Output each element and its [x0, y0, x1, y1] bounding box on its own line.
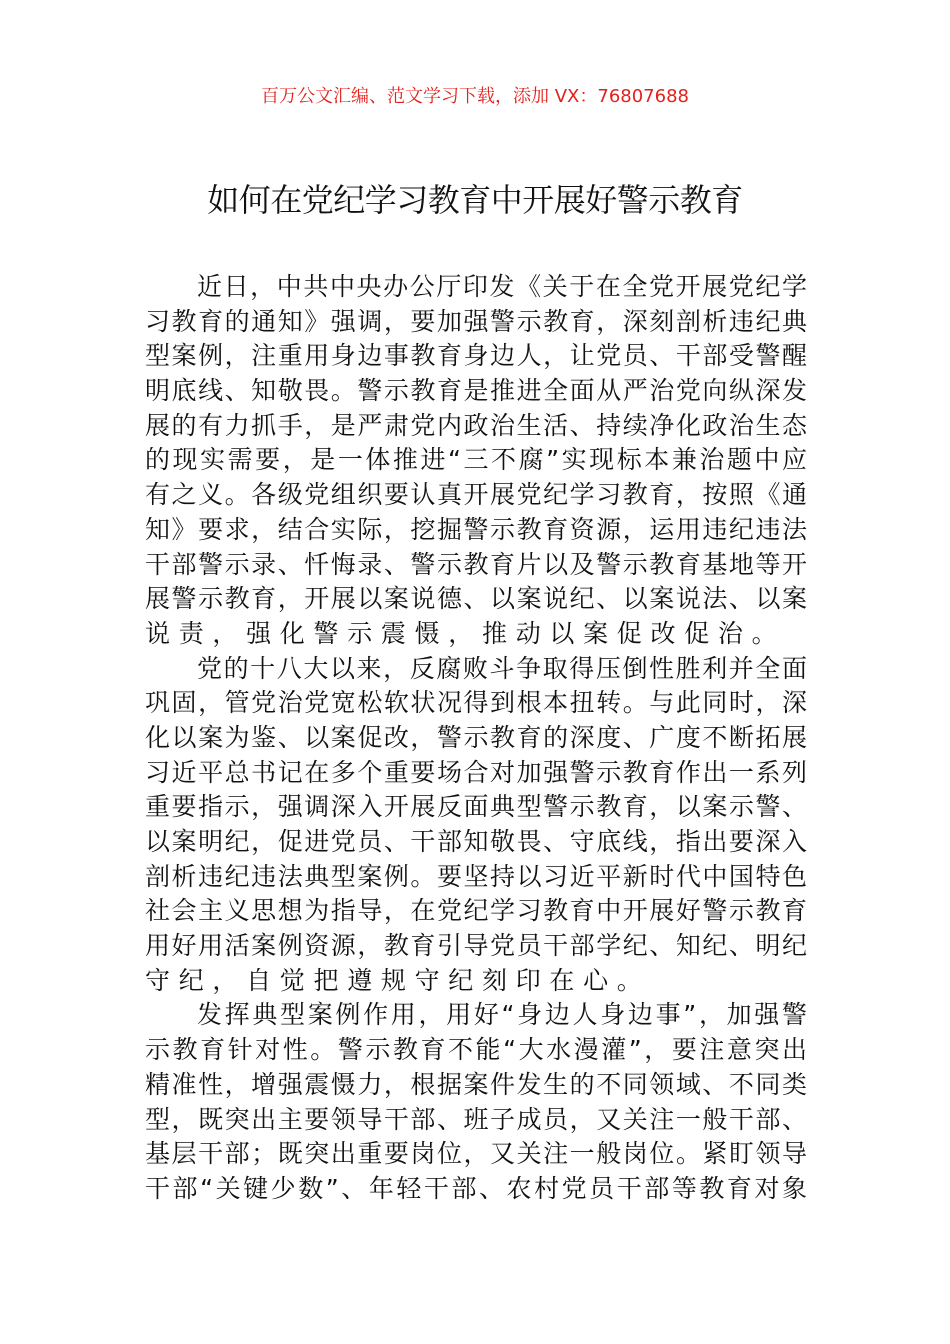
text-line: 展的有力抓手，是严肃党内政治生活、持续净化政治生态 [145, 410, 807, 440]
text-line: 型，既突出主要领导干部、班子成员，又关注一般干部、 [145, 1104, 807, 1134]
text-line: 基层干部；既突出重要岗位，又关注一般岗位。紧盯领导 [145, 1139, 807, 1169]
text-line: 明底线、知敬畏。警示教育是推进全面从严治党向纵深发 [145, 376, 807, 406]
text-line: 用好用活案例资源，教育引导党员干部学纪、知纪、明纪 [145, 931, 807, 961]
document-body [145, 270, 807, 1207]
text-line: 重要指示，强调深入开展反面典型警示教育，以案示警、 [145, 792, 807, 822]
paragraph [145, 652, 807, 999]
text-line: 说责，强化警示震慑，推动以案促改促治。 [145, 618, 786, 648]
text-line: 展警示教育，开展以案说德、以案说纪、以案说法、以案 [145, 584, 807, 614]
text-line: 党的十八大以来，反腐败斗争取得压倒性胜利并全面 [197, 653, 807, 683]
text-line: 的现实需要，是一体推进“三不腐”实现标本兼治题中应 [145, 445, 807, 475]
text-line: 习近平总书记在多个重要场合对加强警示教育作出一系列 [145, 757, 807, 787]
text-line: 化以案为鉴、以案促改，警示教育的深度、广度不断拓展 [145, 722, 807, 752]
text-line: 剖析违纪违法典型案例。要坚持以习近平新时代中国特色 [145, 861, 807, 891]
text-line: 知》要求，结合实际，挖掘警示教育资源，运用违纪违法 [145, 514, 807, 544]
paragraph [145, 998, 807, 1206]
text-line: 近日，中共中央办公厅印发《关于在全党开展党纪学 [197, 272, 807, 301]
text-line: 精准性，增强震慑力，根据案件发生的不同领域、不同类 [145, 1069, 807, 1099]
text-line: 示教育针对性。警示教育不能“大水漫灌”，要注意突出 [145, 1035, 807, 1065]
text-line: 守纪，自觉把遵规守纪刻印在心。 [145, 965, 651, 995]
text-line: 发挥典型案例作用，用好“身边人身边事”，加强警 [197, 1000, 807, 1030]
text-line: 干部警示录、忏悔录、警示教育片以及警示教育基地等开 [145, 549, 807, 579]
document-title: 如何在党纪学习教育中开展好警示教育 [207, 181, 743, 219]
paragraph [145, 270, 807, 652]
text-line: 有之义。各级党组织要认真开展党纪学习教育，按照《通 [145, 480, 807, 510]
text-line: 社会主义思想为指导，在党纪学习教育中开展好警示教育 [145, 896, 807, 926]
text-line: 以案明纪，促进党员、干部知敬畏、守底线，指出要深入 [145, 827, 807, 856]
text-line: 巩固，管党治党宽松软状况得到根本扭转。与此同时，深 [145, 688, 807, 718]
text-line: 型案例，注重用身边事教育身边人，让党员、干部受警醒 [145, 341, 807, 371]
text-line: 习教育的通知》强调，要加强警示教育，深刻剖析违纪典 [145, 306, 807, 336]
text-line: 干部“关键少数”、年轻干部、农村党员干部等教育对象 [145, 1173, 807, 1203]
header-banner: 百万公文汇编、范文学习下载，添加 VX：76807688 [261, 86, 689, 107]
